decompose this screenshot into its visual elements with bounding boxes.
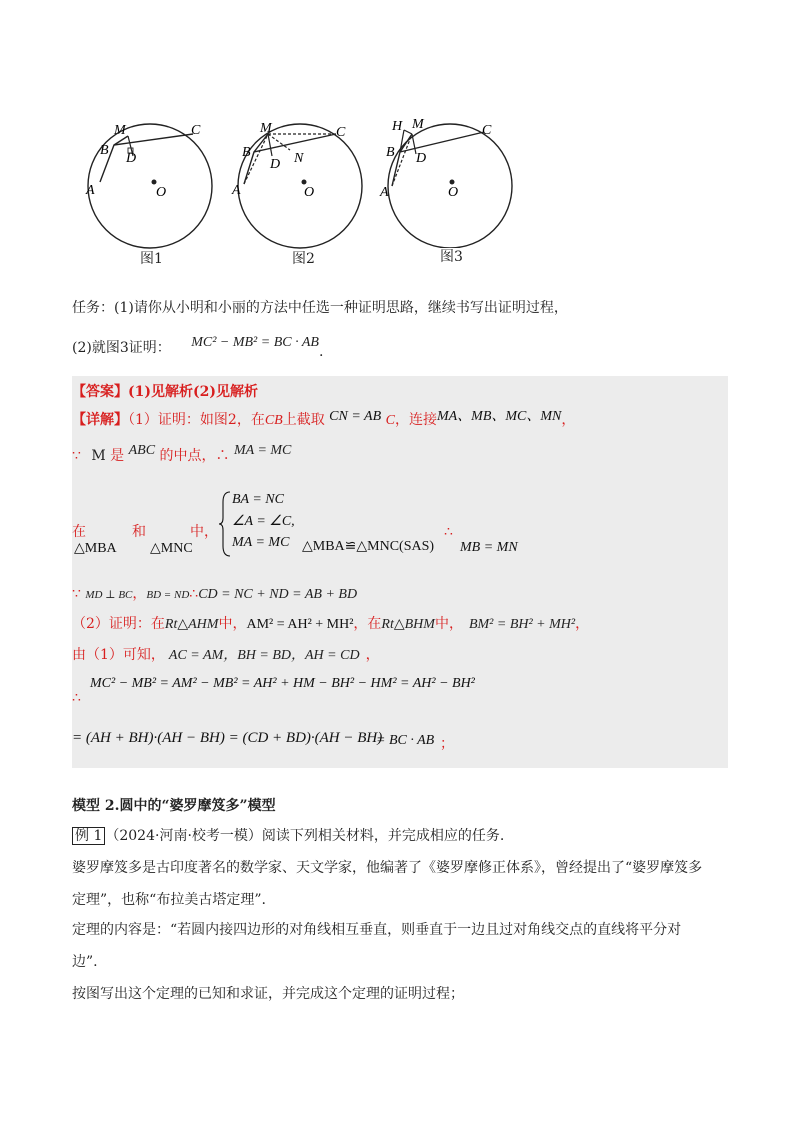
detail-cn: CN = AB bbox=[329, 409, 382, 424]
task-line-2 bbox=[72, 335, 324, 360]
label-M: M bbox=[260, 121, 272, 136]
detail-cb: CB bbox=[264, 413, 283, 428]
label-C: C bbox=[336, 125, 346, 140]
model2-heading: 模型 2.圆中的“婆罗摩笈多”模型 bbox=[72, 798, 276, 814]
rt-ahm: Rt△AHM bbox=[164, 617, 219, 632]
from1-eq: AC = AM，BH = BD，AH = CD bbox=[168, 648, 360, 663]
because-symbol-2: ∵ bbox=[72, 586, 81, 602]
text-midpoint: 的中点， bbox=[159, 448, 216, 464]
arc-abc: ABC bbox=[128, 443, 156, 458]
figure-2-caption: 图2 bbox=[292, 251, 315, 267]
label-B: B bbox=[386, 145, 395, 160]
label-D: D bbox=[126, 151, 137, 166]
system-brace bbox=[218, 490, 232, 558]
system-eq-2: ∠A = ∠C, bbox=[232, 514, 295, 529]
text-and: 和 bbox=[132, 524, 146, 540]
detail-line-1 bbox=[72, 410, 575, 431]
part2-line-1 bbox=[72, 614, 589, 635]
paragraph-3: 按图写出这个定理的已知和求证，并完成这个定理的证明过程； bbox=[72, 986, 464, 1002]
therefore-4: ∴ bbox=[72, 690, 81, 706]
system-eq-1: BA = NC bbox=[232, 492, 284, 507]
therefore-symbol: ∴ bbox=[215, 448, 230, 464]
eq-bm2: BM² = BH² + MH² bbox=[468, 617, 576, 632]
md-perp-bc: MD ⊥ BC bbox=[85, 589, 133, 601]
paragraph-1a: 婆罗摩笈多是古印度著名的数学家、天文学家，他编著了《婆罗摩修正体系》，曾经提出了“婆罗摩笈多 bbox=[72, 860, 703, 876]
comma-2: ， bbox=[575, 616, 590, 632]
example-line bbox=[72, 826, 504, 846]
detail-text-2: 上截取 bbox=[282, 412, 325, 428]
therefore-2: ∴ bbox=[444, 524, 453, 540]
label-A: A bbox=[86, 183, 95, 198]
eq-cd: CD = NC + ND = AB + BD bbox=[198, 587, 358, 602]
example-source: （2024·河南·校考一模）阅读下列相关材料，并完成相应的任务. bbox=[105, 828, 505, 844]
figure-2 bbox=[228, 112, 368, 252]
system-eq-3: MA = MC bbox=[232, 535, 290, 550]
label-C: C bbox=[482, 123, 492, 138]
detail-text-4: ， bbox=[561, 412, 576, 428]
label-B: B bbox=[100, 143, 109, 158]
label-D: D bbox=[270, 157, 281, 172]
paragraph-2b: 边”. bbox=[72, 954, 98, 970]
part2-text-2: ，在 bbox=[353, 616, 382, 632]
detail-text-3: ，连接 bbox=[394, 412, 437, 428]
from1-end: ， bbox=[365, 647, 380, 663]
label-B: B bbox=[242, 145, 251, 160]
label-H: H bbox=[392, 119, 403, 134]
figure-1-caption: 图1 bbox=[140, 251, 163, 267]
comma-1: ， bbox=[132, 586, 147, 602]
detail-line-2 bbox=[72, 443, 292, 467]
part2-mid-2: 中， bbox=[434, 616, 463, 632]
eq-final: = BC · AB bbox=[376, 733, 435, 748]
detail-text-1: （1）证明：如图2，在 bbox=[128, 412, 265, 428]
congruent-statement: △MBA≌△MNC(SAS) bbox=[302, 539, 435, 554]
answer-box bbox=[72, 376, 728, 768]
label-A: A bbox=[232, 183, 241, 198]
figure-1 bbox=[78, 112, 218, 252]
text-in: 在 bbox=[72, 524, 86, 540]
part2-line-2 bbox=[72, 645, 380, 666]
label-O: O bbox=[156, 185, 167, 200]
semicolon: ； bbox=[440, 736, 454, 752]
label-O: O bbox=[304, 185, 315, 200]
point-m: M bbox=[91, 448, 106, 464]
from1-text: 由（1）可知， bbox=[72, 647, 165, 663]
detail-label: 【详解】 bbox=[72, 412, 128, 428]
bd-eq-nd: BD = ND bbox=[146, 589, 190, 601]
text-is: 是 bbox=[110, 448, 125, 464]
rt-bhm: Rt△BHM bbox=[381, 617, 435, 632]
detail-c: C bbox=[385, 413, 395, 428]
eq-factor: = (AH + BH)·(AH − BH) = (CD + BD)·(AH − BH) bbox=[72, 730, 383, 746]
paragraph-1b: 定理”，也称“布拉美古塔定理”. bbox=[72, 892, 266, 908]
part2-text-1: （2）证明：在 bbox=[72, 616, 165, 632]
text-mid: 中， bbox=[190, 524, 218, 540]
label-N: N bbox=[294, 151, 304, 166]
label-M: M bbox=[412, 117, 424, 132]
label-A: A bbox=[380, 185, 389, 200]
answer-header: 【答案】(1)见解析(2)见解析 bbox=[72, 384, 258, 400]
task-line-2-prefix: (2)就图3证明： bbox=[72, 340, 171, 356]
eq-ma-mc: MA = MC bbox=[233, 443, 292, 458]
eq-mb-mn: MB = MN bbox=[460, 540, 518, 555]
figure-3 bbox=[378, 108, 518, 248]
figure-3-caption: 图3 bbox=[440, 249, 463, 265]
part2-mid-1: 中， bbox=[218, 616, 247, 632]
detail-line-md bbox=[72, 584, 357, 605]
detail-segments: MA、MB、MC、MN bbox=[436, 409, 562, 424]
tri-mnc: △MNC bbox=[150, 541, 193, 556]
label-M: M bbox=[114, 123, 126, 138]
task-line-2-end: . bbox=[318, 344, 324, 360]
task-line-1: 任务：(1)请你从小明和小丽的方法中任选一种证明思路，继续书写出证明过程， bbox=[72, 300, 568, 316]
eq-am2: AM² = AH² + MH² bbox=[246, 617, 354, 632]
example-tag: 例 1 bbox=[72, 827, 105, 845]
label-D: D bbox=[416, 151, 427, 166]
eq-expand: MC² − MB² = AM² − MB² = AH² + HM − BH² − HM² = AH² − BH² bbox=[90, 676, 475, 691]
because-symbol: ∵ bbox=[72, 448, 81, 464]
label-C: C bbox=[191, 123, 201, 138]
therefore-3: ∴ bbox=[189, 586, 199, 602]
tri-mba: △MBA bbox=[74, 541, 117, 556]
paragraph-2a: 定理的内容是：“若圆内接四边形的对角线相互垂直，则垂直于一边且过对角线交点的直线将平分对 bbox=[72, 922, 682, 938]
task-formula: MC² − MB² = BC · AB bbox=[191, 335, 319, 350]
label-O: O bbox=[448, 185, 459, 200]
